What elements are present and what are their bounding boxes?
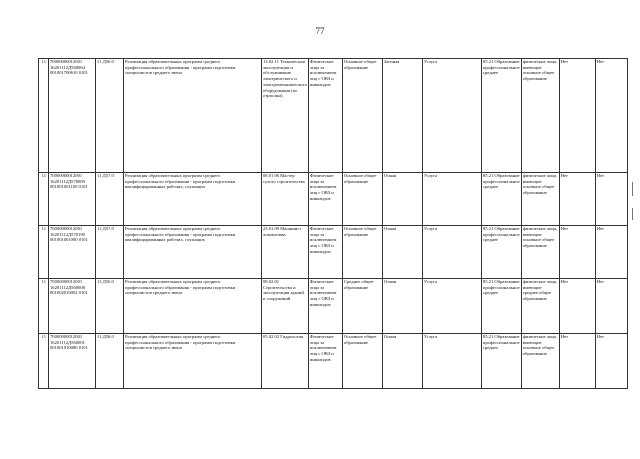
cell-code: 11.Д56.0 <box>96 334 124 389</box>
cell-specialty: 08.01.06 Мастер сухого строительства <box>262 173 309 226</box>
table-row <box>39 226 628 279</box>
cell-type: Услуга <box>422 226 481 279</box>
cell-okved: 85.21 Образование профессиональное среднее <box>481 279 521 334</box>
cell-license-holders: физические лица, имеющие среднее общее образование <box>521 279 559 334</box>
cell-consumers: Физические лица за исключением лиц с ОВЗ и инвалидов <box>308 279 342 334</box>
cell-type: Услуга <box>422 59 481 173</box>
cell-education-base: Основное общее образование <box>342 334 382 389</box>
cell-flag-2: Нет <box>595 279 627 334</box>
cell-registry-code: 70000000012001 16201112Д560064 001001700610 0101 <box>49 59 96 173</box>
cell-okved: 85.21 Образование профессиональное среднее <box>481 59 521 173</box>
cell-num: 11 <box>39 279 49 334</box>
cell-education-base: Основное общее образование <box>342 226 382 279</box>
cell-flag-1: Нет <box>559 226 595 279</box>
cell-specialty: 08.02.01 Строительство и эксплуатация зданий и сооружений <box>262 279 309 334</box>
cell-study-form: Очная <box>382 173 422 226</box>
cell-service-name: Реализация образовательных программ среднего профессионального образования - программ подготовки квалифицированных рабочих, служащих <box>124 226 262 279</box>
cell-education-base: Основное общее образование <box>342 173 382 226</box>
cell-service-name: Реализация образовательных программ среднего профессионального образования - программ подготовки специалистов среднего звена <box>124 334 262 389</box>
cell-code: 11.Д57.0 <box>96 226 124 279</box>
cell-service-name: Реализация образовательных программ среднего профессионального образования - программ подготовки квалифицированных рабочих, служащих <box>124 173 262 226</box>
scan-edge-mark <box>632 208 633 220</box>
cell-num: 11 <box>39 59 49 173</box>
cell-okved: 85.21 Образование профессиональное среднее <box>481 173 521 226</box>
cell-education-base: Основное общее образование <box>342 59 382 173</box>
cell-flag-1: Нет <box>559 59 595 173</box>
cell-code: 11.Д57.0 <box>96 173 124 226</box>
cell-consumers: Физические лица за исключением лиц с ОВЗ и инвалидов <box>308 334 342 389</box>
table-row <box>39 59 628 173</box>
cell-consumers: Физические лица за исключением лиц с ОВЗ и инвалидов <box>308 173 342 226</box>
cell-license-holders: физические лица, имеющие основное общее образование <box>521 173 559 226</box>
cell-consumers: Физические лица за исключением лиц с ОВЗ и инвалидов <box>308 59 342 173</box>
cell-specialty: 05.02.02 Гидрология <box>262 334 309 389</box>
cell-type: Услуга <box>422 279 481 334</box>
cell-flag-2: Нет <box>595 173 627 226</box>
cell-specialty: 23.01.09 Машинист локомотива <box>262 226 309 279</box>
scan-edge-mark <box>632 182 633 196</box>
cell-type: Услуга <box>422 173 481 226</box>
cell-education-base: Среднее общее образование <box>342 279 382 334</box>
cell-flag-2: Нет <box>595 226 627 279</box>
cell-type: Услуга <box>422 334 481 389</box>
cell-registry-code: 70000000012001 16201112Д560001 001001010080 0101 <box>49 334 96 389</box>
table-row <box>39 334 628 389</box>
table-row <box>39 279 628 334</box>
cell-okved: 85.21 Образование профессиональное среднее <box>481 334 521 389</box>
cell-registry-code: 70000000012001 16201112Д560008 001002010002 0101 <box>49 279 96 334</box>
services-table <box>38 58 628 389</box>
table-row <box>39 173 628 226</box>
cell-flag-1: Нет <box>559 173 595 226</box>
cell-study-form: Заочная <box>382 59 422 173</box>
cell-code: 11.Д56.0 <box>96 279 124 334</box>
cell-flag-1: Нет <box>559 334 595 389</box>
cell-license-holders: физические лица, имеющие основное общее образование <box>521 59 559 173</box>
cell-license-holders: физические лица, имеющие основное общее образование <box>521 226 559 279</box>
cell-flag-2: Нет <box>595 334 627 389</box>
cell-code: 11.Д56.0 <box>96 59 124 173</box>
cell-service-name: Реализация образовательных программ среднего профессионального образования - программ подготовки специалистов среднего звена <box>124 59 262 173</box>
cell-num: 11 <box>39 173 49 226</box>
cell-num: 11 <box>39 334 49 389</box>
cell-registry-code: 70000000012001 16201112Д570190 001001001000 0101 <box>49 226 96 279</box>
cell-study-form: Очная <box>382 279 422 334</box>
cell-flag-2: Нет <box>595 59 627 173</box>
cell-consumers: Физические лица за исключением лиц с ОВЗ и инвалидов <box>308 226 342 279</box>
cell-study-form: Очная <box>382 334 422 389</box>
cell-okved: 85.21 Образование профессиональное среднее <box>481 226 521 279</box>
cell-study-form: Очная <box>382 226 422 279</box>
page-number: 77 <box>315 26 325 36</box>
cell-license-holders: физические лица, имеющие основное общее образование <box>521 334 559 389</box>
cell-registry-code: 70000000012001 16201112Д570009 001001001100 0101 <box>49 173 96 226</box>
cell-specialty: 13.02.11 Техническая эксплуатация и обслуживание электрического и электромеханического оборудования (по отраслям) <box>262 59 309 173</box>
cell-num: 11 <box>39 226 49 279</box>
cell-flag-1: Нет <box>559 279 595 334</box>
cell-service-name: Реализация образовательных программ среднего профессионального образования - программ подготовки специалистов среднего звена <box>124 279 262 334</box>
